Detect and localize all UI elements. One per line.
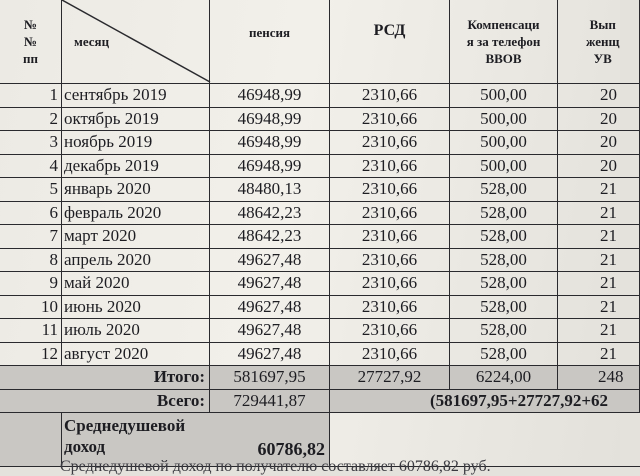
row-compensation: 500,00	[450, 155, 558, 179]
footer-text: Среднедушевой доход по получателю составляет 60786,82 руб.	[60, 458, 491, 475]
row-compensation: 528,00	[450, 225, 558, 249]
row-number: 1	[0, 84, 62, 108]
row-compensation: 528,00	[450, 178, 558, 202]
row-compensation: 528,00	[450, 202, 558, 226]
row-month: октябрь 2019	[62, 108, 210, 132]
row-extra: 21	[558, 272, 640, 296]
row-month: июль 2020	[62, 319, 210, 343]
row-rsd: 2310,66	[330, 296, 450, 320]
row-rsd: 2310,66	[330, 319, 450, 343]
row-extra: 21	[558, 178, 640, 202]
row-month: июнь 2020	[62, 296, 210, 320]
row-rsd: 2310,66	[330, 202, 450, 226]
row-month: январь 2020	[62, 178, 210, 202]
row-extra: 20	[558, 131, 640, 155]
header-extra: Вып женщ УВ	[558, 0, 640, 84]
row-month: сентябрь 2019	[62, 84, 210, 108]
average-income-label: Среднедушевой доход	[62, 413, 212, 467]
row-number: 8	[0, 249, 62, 273]
row-extra: 21	[558, 202, 640, 226]
row-rsd: 2310,66	[330, 272, 450, 296]
header-diagonal-line	[62, 0, 212, 84]
row-rsd: 2310,66	[330, 343, 450, 367]
grand-total-label: Всего:	[0, 390, 210, 414]
row-month: март 2020	[62, 225, 210, 249]
row-pension: 48480,13	[210, 178, 330, 202]
row-rsd: 2310,66	[330, 155, 450, 179]
row-number: 2	[0, 108, 62, 132]
row-compensation: 528,00	[450, 249, 558, 273]
totals-extra: 248	[558, 366, 640, 390]
row-compensation: 500,00	[450, 131, 558, 155]
row-pension: 48642,23	[210, 202, 330, 226]
row-month: май 2020	[62, 272, 210, 296]
row-compensation: 500,00	[450, 84, 558, 108]
row-extra: 21	[558, 319, 640, 343]
row-month: ноябрь 2019	[62, 131, 210, 155]
header-pension: пенсия	[210, 0, 330, 84]
row-pension: 49627,48	[210, 249, 330, 273]
row-compensation: 528,00	[450, 343, 558, 367]
row-pension: 46948,99	[210, 108, 330, 132]
row-pension: 46948,99	[210, 131, 330, 155]
row-rsd: 2310,66	[330, 249, 450, 273]
totals-pension: 581697,95	[210, 366, 330, 390]
grand-total-value: 729441,87	[210, 390, 330, 414]
row-extra: 21	[558, 225, 640, 249]
row-number: 6	[0, 202, 62, 226]
row-number: 5	[0, 178, 62, 202]
row-pension: 49627,48	[210, 296, 330, 320]
row-number: 9	[0, 272, 62, 296]
row-rsd: 2310,66	[330, 131, 450, 155]
row-extra: 20	[558, 155, 640, 179]
row-pension: 49627,48	[210, 343, 330, 367]
row-pension: 46948,99	[210, 84, 330, 108]
row-month: апрель 2020	[62, 249, 210, 273]
row-pension: 49627,48	[210, 319, 330, 343]
row-month: август 2020	[62, 343, 210, 367]
row-number: 3	[0, 131, 62, 155]
row-pension: 48642,23	[210, 225, 330, 249]
row-compensation: 500,00	[450, 108, 558, 132]
row-number: 7	[0, 225, 62, 249]
row-extra: 21	[558, 296, 640, 320]
row-compensation: 528,00	[450, 272, 558, 296]
row-extra: 21	[558, 343, 640, 367]
row-number: 12	[0, 343, 62, 367]
row-rsd: 2310,66	[330, 84, 450, 108]
row-number: 4	[0, 155, 62, 179]
row-month: декабрь 2019	[62, 155, 210, 179]
header-month: месяц	[62, 0, 210, 84]
row-month: февраль 2020	[62, 202, 210, 226]
average-income-value: 60786,82	[210, 413, 330, 467]
row-rsd: 2310,66	[330, 225, 450, 249]
row-compensation: 528,00	[450, 296, 558, 320]
row-extra: 21	[558, 249, 640, 273]
row-pension: 49627,48	[210, 272, 330, 296]
header-rsd: РСД	[330, 0, 450, 84]
row-number: 10	[0, 296, 62, 320]
grand-total-formula: (581697,95+27727,92+62	[430, 390, 640, 414]
header-number: № № пп	[0, 0, 62, 84]
row-extra: 20	[558, 84, 640, 108]
row-extra: 20	[558, 108, 640, 132]
totals-label: Итого:	[0, 366, 210, 390]
row-compensation: 528,00	[450, 319, 558, 343]
row-rsd: 2310,66	[330, 108, 450, 132]
totals-compensation: 6224,00	[450, 366, 558, 390]
average-blank	[0, 413, 62, 467]
row-rsd: 2310,66	[330, 178, 450, 202]
totals-rsd: 27727,92	[330, 366, 450, 390]
row-number: 11	[0, 319, 62, 343]
header-compensation: Компенсаци я за телефон ВВОВ	[450, 0, 558, 84]
row-pension: 46948,99	[210, 155, 330, 179]
